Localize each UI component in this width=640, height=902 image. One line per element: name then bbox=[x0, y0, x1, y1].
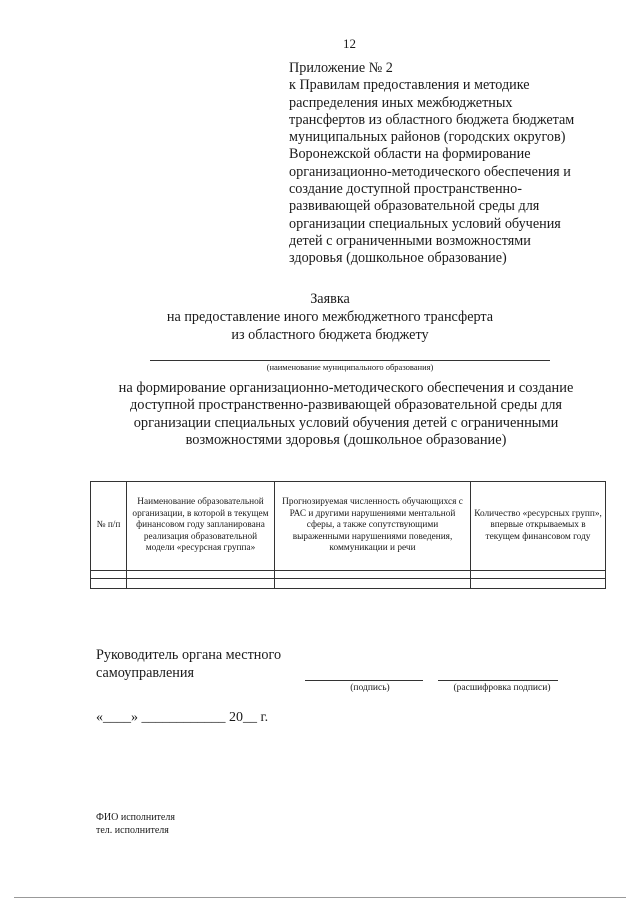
table-cell[interactable] bbox=[91, 571, 127, 579]
executor-phone-label: тел. исполнителя bbox=[96, 824, 169, 836]
appendix-line: трансфертов из областного бюджета бюджетам bbox=[289, 111, 575, 128]
appendix-line: создание доступной пространственно- bbox=[289, 181, 522, 198]
col-organization-header: Наименование образовательной организации, в которой в текущем финансовом году запланирована реализация образовательной модели «ресурсная группа» bbox=[127, 482, 275, 571]
title-heading: Заявка bbox=[310, 291, 350, 307]
page-bottom-edge bbox=[14, 897, 626, 898]
table-cell[interactable] bbox=[127, 579, 275, 589]
appendix-line: Воронежской области на формирование bbox=[289, 146, 531, 163]
table-header-row bbox=[91, 482, 606, 571]
appendix-line: развивающей образовательной среды для bbox=[289, 198, 540, 215]
date-line[interactable]: «____» ____________ 20__ г. bbox=[96, 710, 269, 725]
table-cell[interactable] bbox=[275, 579, 471, 589]
executor-name-label: ФИО исполнителя bbox=[96, 812, 175, 823]
document-title bbox=[100, 290, 560, 344]
col-groups-header: Количество «ресурсных групп», впервые открываемых в текущем финансовом году bbox=[471, 482, 606, 571]
purpose-line: организации специальных условий обучения детей с ограниченными bbox=[133, 414, 559, 431]
appendix-line: Приложение № 2 bbox=[289, 60, 393, 76]
signature-decode-caption: (расшифровка подписи) bbox=[453, 683, 551, 693]
table-cell[interactable] bbox=[91, 579, 127, 589]
table-row bbox=[91, 579, 606, 589]
col-number-header: № п/п bbox=[91, 482, 127, 571]
signature-line[interactable] bbox=[305, 680, 423, 681]
municipality-caption: (наименование муниципального образования) bbox=[266, 362, 434, 372]
purpose-text bbox=[88, 380, 604, 450]
appendix-line: организации специальных условий обучения bbox=[289, 215, 561, 232]
executor-block bbox=[96, 812, 175, 837]
municipality-blank-line[interactable] bbox=[150, 360, 550, 361]
request-table bbox=[90, 481, 606, 589]
title-line-2: на предоставление иного межбюджетного трансферта bbox=[166, 309, 494, 325]
purpose-line: возможностями здоровья (дошкольное образование) bbox=[185, 432, 507, 449]
page-number: 12 bbox=[343, 36, 356, 51]
table-cell[interactable] bbox=[471, 579, 606, 589]
appendix-line: детей с ограниченными возможностями bbox=[289, 232, 531, 249]
table-cell[interactable] bbox=[127, 571, 275, 579]
table-cell[interactable] bbox=[471, 571, 606, 579]
appendix-line: организационно-методического обеспечения и bbox=[289, 163, 571, 180]
table-row bbox=[91, 571, 606, 579]
appendix-line: к Правилам предоставления и методике bbox=[289, 77, 530, 94]
purpose-line: доступной пространственно-развивающей образовательной среды для bbox=[129, 397, 563, 414]
appendix-line: распределения иных межбюджетных bbox=[289, 94, 513, 111]
appendix-line: муниципальных районов (городских округов) bbox=[289, 129, 566, 146]
purpose-line: на формирование организационно-методического обеспечения и создание bbox=[118, 380, 574, 396]
signature-caption: (подпись) bbox=[350, 683, 390, 693]
col-students-header: Прогнозируемая численность обучающихся с РАС и другими нарушениями ментальной сферы, а также сопутствующими выраженными нарушениями поведения, коммуникации и речи bbox=[275, 482, 471, 571]
title-line-3: из областного бюджета бюджету bbox=[231, 327, 429, 343]
table-cell[interactable] bbox=[275, 571, 471, 579]
appendix-line: здоровья (дошкольное образование) bbox=[289, 250, 507, 267]
appendix-block bbox=[289, 60, 619, 268]
head-title: Руководитель органа местного самоуправления bbox=[96, 647, 282, 681]
signature-decode-line[interactable] bbox=[438, 680, 558, 681]
